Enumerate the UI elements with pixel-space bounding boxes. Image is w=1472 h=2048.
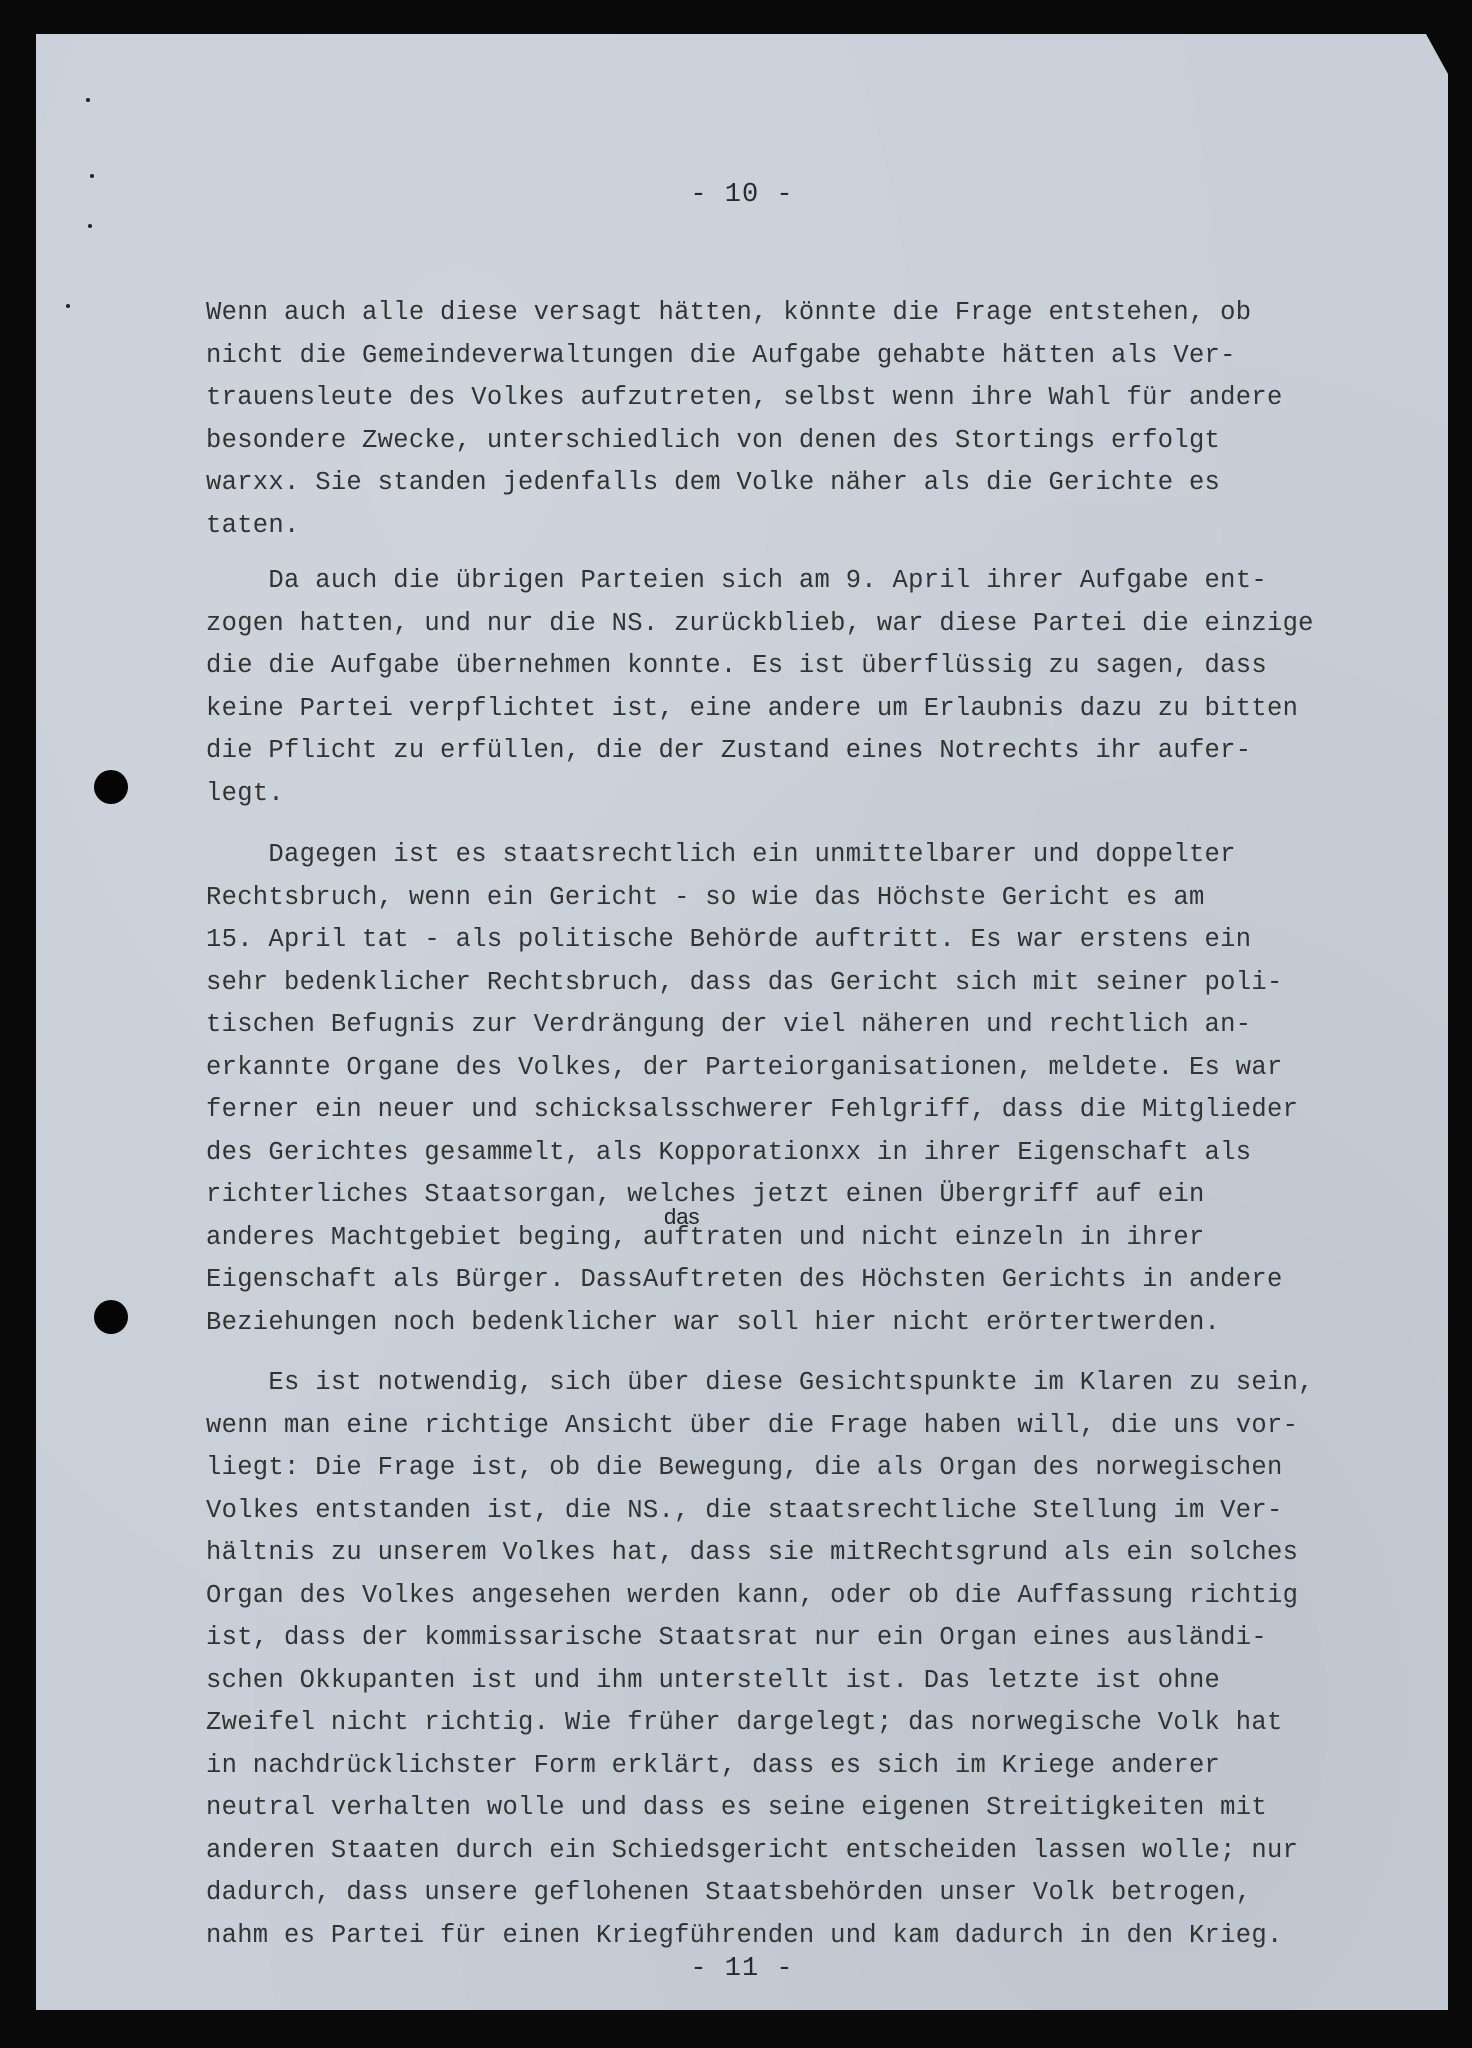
paragraph-4 <box>206 1362 1448 1957</box>
text-line: 15. April tat - als politische Behörde auftritt. Es war erstens ein <box>206 925 1252 954</box>
text-line: wenn man eine richtige Ansicht über die Frage haben will, die uns vor- <box>206 1410 1299 1440</box>
text-line: besondere Zwecke, unterschiedlich von denen des Stortings erfolgt <box>206 425 1221 455</box>
text-line: richterliches Staatsorgan, welches jetzt einen Übergriff auf ein <box>206 1180 1205 1209</box>
text-line: nicht die Gemeindeverwaltungen die Aufgabe gehabte hätten als Ver- <box>206 340 1236 370</box>
ink-speck <box>86 98 90 102</box>
text-line: schen Okkupanten ist und ihm unterstellt ist. Das letzte ist ohne <box>206 1665 1221 1695</box>
text-line: legt. <box>206 778 285 808</box>
text-line: ferner ein neuer und schicksalsschwerer Fehlgriff, dass die Mitglieder <box>206 1095 1299 1124</box>
text-line: Wenn auch alle diese versagt hätten, könnte die Frage entstehen, ob <box>206 298 1252 327</box>
text-line: Es ist notwendig, sich über diese Gesichtspunkte im Klaren zu sein, <box>206 1368 1314 1397</box>
text-line: Dagegen ist es staatsrechtlich ein unmittelbarer und doppelter <box>206 840 1236 869</box>
document-page <box>36 34 1448 2010</box>
page-number-top: - 10 - <box>690 180 794 210</box>
text-line: die Pflicht zu erfüllen, die der Zustand eines Notrechts ihr aufer- <box>206 736 1252 765</box>
text-line: zogen hatten, und nur die NS. zurückblieb, war diese Partei die einzige <box>206 608 1314 638</box>
paragraph-1 <box>206 292 1448 547</box>
ink-speck <box>88 224 92 228</box>
text-line: Organ des Volkes angesehen werden kann, oder ob die Auffassung richtig <box>206 1580 1299 1610</box>
text-line: liegt: Die Frage ist, ob die Bewegung, die als Organ des norwegischen <box>206 1453 1283 1482</box>
text-line: hältnis zu unserem Volkes hat, dass sie mitRechtsgrund als ein solches <box>206 1538 1299 1567</box>
text-line: nahm es Partei für einen Kriegführenden und kam dadurch in den Krieg. <box>206 1920 1283 1950</box>
text-line: in nachdrücklichster Form erklärt, dass es sich im Kriege anderer <box>206 1750 1221 1780</box>
folded-corner <box>1426 34 1448 74</box>
paragraph-3 <box>206 834 1448 1344</box>
text-line: erkannte Organe des Volkes, der Parteiorganisationen, meldete. Es war <box>206 1052 1283 1082</box>
text-line: Zweifel nicht richtig. Wie früher dargelegt; das norwegische Volk hat <box>206 1708 1283 1737</box>
punch-hole <box>94 1300 128 1334</box>
paragraph-2 <box>206 560 1448 815</box>
text-line: taten. <box>206 510 300 540</box>
text-line: Beziehungen noch bedenklicher war soll hier nicht erörtertwerden. <box>206 1307 1221 1337</box>
text-line: neutral verhalten wolle und dass es seine eigenen Streitigkeiten mit <box>206 1793 1267 1822</box>
ink-speck <box>90 174 94 178</box>
text-line: die die Aufgabe übernehmen konnte. Es ist überflüssig zu sagen, dass <box>206 651 1267 680</box>
punch-hole <box>94 770 128 804</box>
text-line: anderes Machtgebiet beging, auftraten und nicht einzeln in ihrer <box>206 1222 1205 1252</box>
handwritten-insert: das <box>664 1204 700 1229</box>
text-line: ist, dass der kommissarische Staatsrat nur ein Organ eines ausländi- <box>206 1623 1267 1652</box>
text-line: des Gerichtes gesammelt, als Kopporationxx in ihrer Eigenschaft als <box>206 1137 1252 1167</box>
page-number-bottom: - 11 - <box>690 1954 794 1984</box>
text-line: Da auch die übrigen Parteien sich am 9. April ihrer Aufgabe ent- <box>206 566 1267 595</box>
text-line: tischen Befugnis zur Verdrängung der viel näheren und rechtlich an- <box>206 1010 1252 1039</box>
text-line: sehr bedenklicher Rechtsbruch, dass das Gericht sich mit seiner poli- <box>206 967 1283 997</box>
text-line: Rechtsbruch, wenn ein Gericht - so wie das Höchste Gericht es am <box>206 882 1205 912</box>
text-line: Eigenschaft als Bürger. DassAuftreten des Höchsten Gerichts in andere <box>206 1265 1283 1294</box>
text-line: warxx. Sie standen jedenfalls dem Volke näher als die Gerichte es <box>206 468 1221 497</box>
text-line: dadurch, dass unsere geflohenen Staatsbehörden unser Volk betrogen, <box>206 1878 1252 1907</box>
text-line: keine Partei verpflichtet ist, eine andere um Erlaubnis dazu zu bitten <box>206 693 1299 723</box>
text-line: anderen Staaten durch ein Schiedsgericht entscheiden lassen wolle; nur <box>206 1835 1299 1865</box>
text-line: Volkes entstanden ist, die NS., die staatsrechtliche Stellung im Ver- <box>206 1495 1283 1525</box>
ink-speck <box>66 304 70 308</box>
text-line: trauensleute des Volkes aufzutreten, selbst wenn ihre Wahl für andere <box>206 383 1283 412</box>
